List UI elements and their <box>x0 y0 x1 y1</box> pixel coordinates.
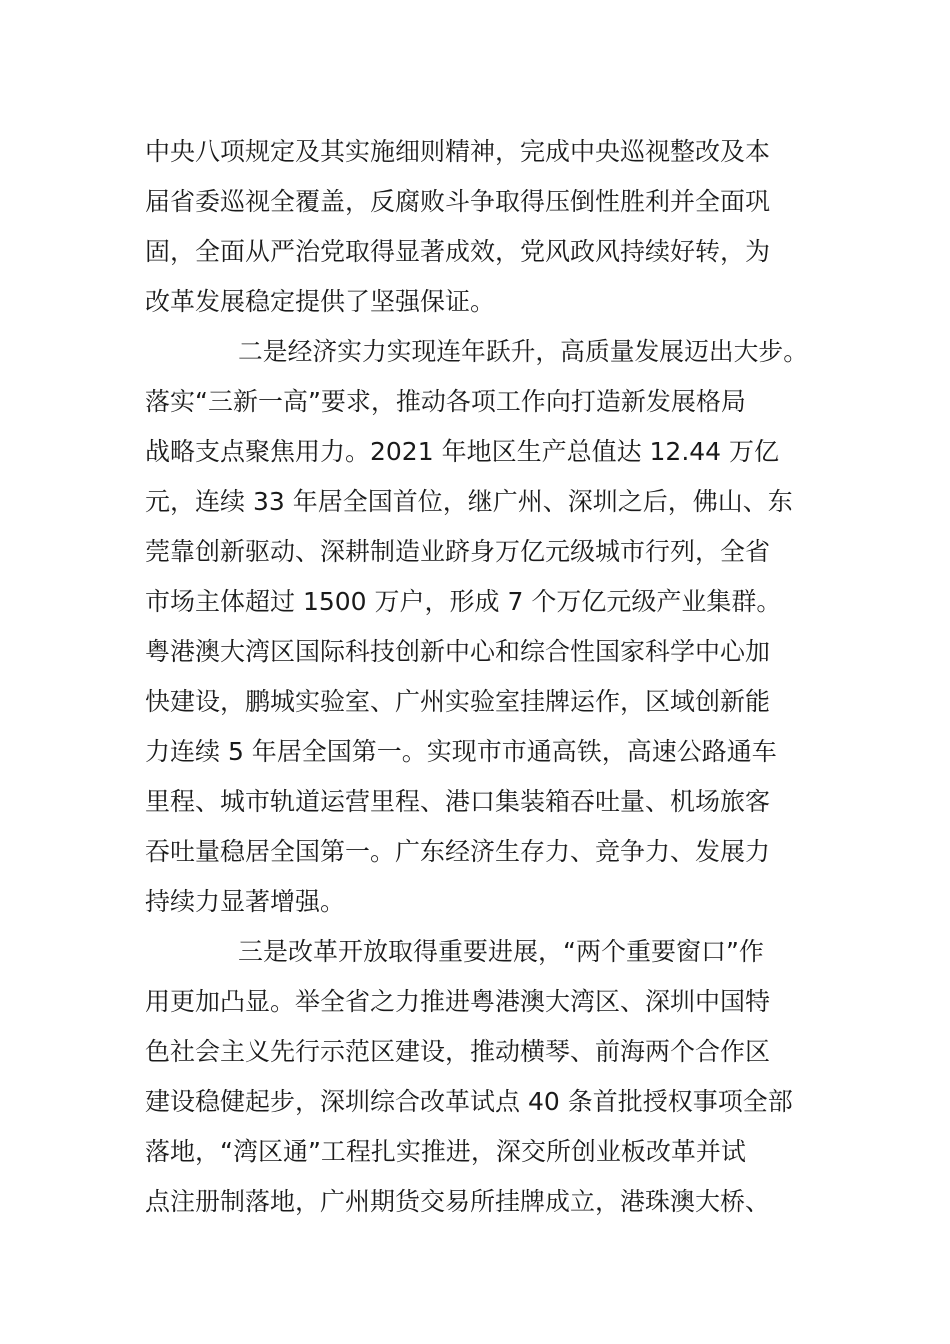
text-line: 二是经济实力实现连年跃升，高质量发展迈出大步。 <box>238 337 809 366</box>
text-line: 中央八项规定及其实施细则精神，完成中央巡视整改及本 <box>145 137 771 166</box>
text-line: 里程、城市轨道运营里程、港口集装箱吞吐量、机场旅客 <box>145 787 771 816</box>
text-line: 落实“三新一高”要求，推动各项工作向打造新发展格局 <box>145 387 746 416</box>
text-line: 持续力显著增强。 <box>145 887 346 916</box>
text-line: 莞靠创新驱动、深耕制造业跻身万亿元级城市行列，全省 <box>145 537 771 566</box>
text-line: 三是改革开放取得重要进展，“两个重要窗口”作 <box>238 937 764 966</box>
text-line: 届省委巡视全覆盖，反腐败斗争取得压倒性胜利并全面巩 <box>145 187 771 216</box>
text-line: 元，连续 33 年居全国首位，继广州、深圳之后，佛山、东 <box>145 487 793 516</box>
text-line: 色社会主义先行示范区建设，推动横琴、前海两个合作区 <box>145 1037 771 1066</box>
text-line: 点注册制落地，广州期货交易所挂牌成立，港珠澳大桥、 <box>145 1187 771 1216</box>
text-line: 市场主体超过 1500 万户，形成 7 个万亿元级产业集群。 <box>145 587 782 616</box>
text-line: 快建设，鹏城实验室、广州实验室挂牌运作，区域创新能 <box>145 687 771 716</box>
text-line: 改革发展稳定提供了坚强保证。 <box>145 287 496 316</box>
text-line: 用更加凸显。举全省之力推进粤港澳大湾区、深圳中国特 <box>145 987 771 1016</box>
text-line: 粤港澳大湾区国际科技创新中心和综合性国家科学中心加 <box>145 637 771 666</box>
text-line: 力连续 5 年居全国第一。实现市市通高铁，高速公路通车 <box>145 737 777 766</box>
text-line: 吞吐量稳居全国第一。广东经济生存力、竞争力、发展力 <box>145 837 771 866</box>
text-line: 建设稳健起步，深圳综合改革试点 40 条首批授权事项全部 <box>145 1087 793 1116</box>
text-line: 固，全面从严治党取得显著成效，党风政风持续好转，为 <box>145 237 771 266</box>
text-line: 战略支点聚焦用力。2021 年地区生产总值达 12.44 万亿 <box>145 437 780 466</box>
text-line: 落地，“湾区通”工程扎实推进，深交所创业板改革并试 <box>145 1137 746 1166</box>
